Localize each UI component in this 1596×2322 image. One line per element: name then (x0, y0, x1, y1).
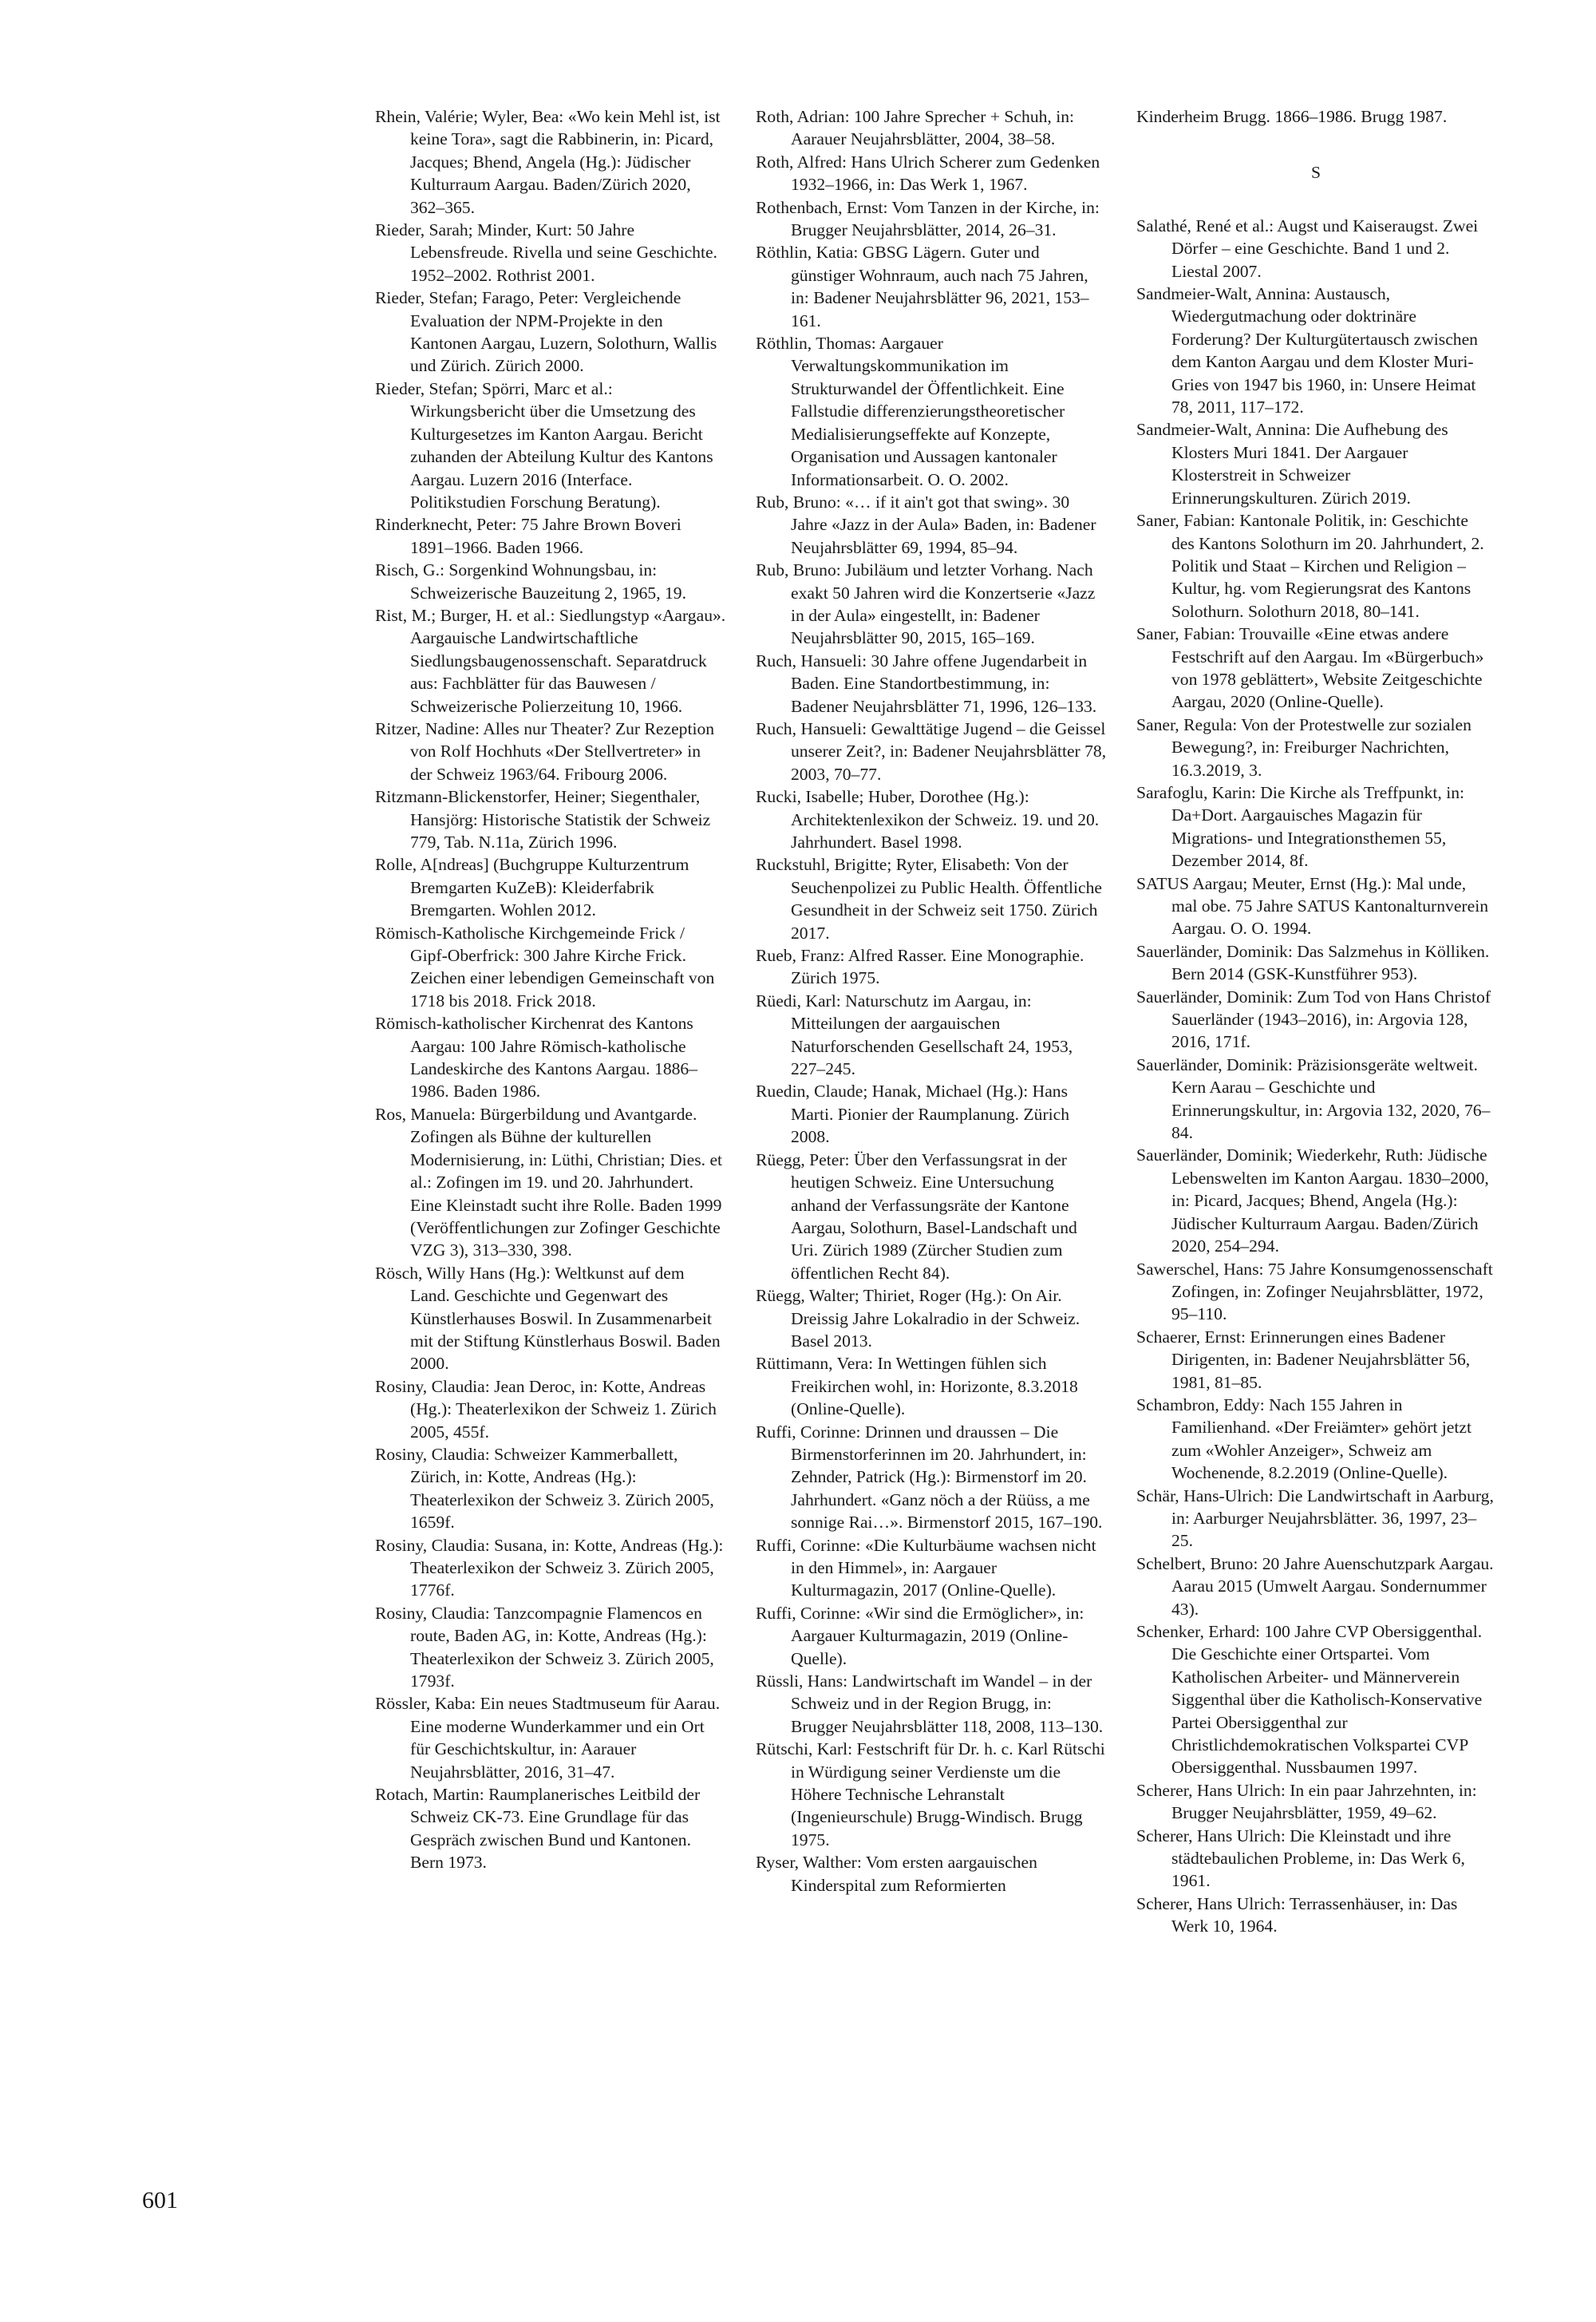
bibliography-entry: Rüttimann, Vera: In Wettingen fühlen sich Freikirchen wohl, in: Horizonte, 8.3.2018 (Online-Quelle). (756, 1354, 1078, 1419)
bibliography-entry: Scherer, Hans Ulrich: Terrassenhäuser, in: Das Werk 10, 1964. (1136, 1893, 1458, 1936)
bibliography-entry: Rothenbach, Ernst: Vom Tanzen in der Kirche, in: Brugger Neujahrsblätter, 2014, 26–31. (756, 197, 1100, 240)
bibliography-entry: Schambron, Eddy: Nach 155 Jahren in Familienhand. «Der Freiämter» gehört jetzt zum «Wohler Anzeiger», Schweiz am Wochenende, 8.2.2019 (Online-Quelle). (1136, 1394, 1472, 1483)
bibliography-entry: Ritzer, Nadine: Alles nur Theater? Zur Rezeption von Rolf Hochhuts «Der Stellvertreter» in der Schweiz 1963/64. Fribourg 2006. (375, 718, 715, 784)
bibliography-entry: Rolle, A[ndreas] (Buchgruppe Kulturzentrum Bremgarten KuZeB): Kleiderfabrik Bremgarten. Wohlen 2012. (375, 855, 689, 920)
bibliography-entry: Rist, M.; Burger, H. et al.: Siedlungstyp «Aargau». Aargauische Landwirtschaftliche Siedlungsbaugenossenschaft. Separatdruck aus: Fachblätter für das Bauwesen / Schweizerische Polierzeitung 10, 1966. (375, 605, 726, 716)
bibliography-entry: Rinderknecht, Peter: 75 Jahre Brown Boveri 1891–1966. Baden 1966. (375, 515, 681, 557)
bibliography-entry: Roth, Alfred: Hans Ulrich Scherer zum Gedenken 1932–1966, in: Das Werk 1, 1967. (756, 152, 1100, 195)
bibliography-entry: Schenker, Erhard: 100 Jahre CVP Obersiggenthal. Die Geschichte einer Ortspartei. Vom Katholischen Arbeiter- und Männerverein Siggenthal über die Katholisch-Konservative Partei Obersiggenthal zur Christlichdemokratischen Volkspartei CVP Obersiggenthal. Nussbaumen 1997. (1136, 1622, 1483, 1778)
bibliography-entry: Rotach, Martin: Raumplanerisches Leitbild der Schweiz CK-73. Eine Grundlage für das Gespräch zwischen Bund und Kantonen. Bern 1973. (375, 1785, 701, 1873)
bibliography-entry: Rieder, Sarah; Minder, Kurt: 50 Jahre Lebensfreude. Rivella und seine Geschichte. 1952–2002. Rothrist 2001. (375, 220, 717, 285)
bibliography-entry: Sauerländer, Dominik: Das Salzmehus in Kölliken. Bern 2014 (GSK-Kunstführer 953). (1136, 941, 1490, 984)
bibliography-entry: Rucki, Isabelle; Huber, Dorothee (Hg.): Architektenlexikon der Schweiz. 19. und 20. Jahrhundert. Basel 1998. (756, 787, 1100, 852)
bibliography-entry: Röthlin, Thomas: Aargauer Verwaltungskommunikation im Strukturwandel der Öffentlichkeit. Eine Fallstudie differenzierungstheoretischer Medialisierungseffekte auf Konzepte, Organisation und Aussagen kantonaler Informationsarbeit. O. O. 2002. (756, 334, 1065, 489)
bibliography-entry: Ruedin, Claude; Hanak, Michael (Hg.): Hans Marti. Pionier der Raumplanung. Zürich 2008. (756, 1082, 1070, 1147)
bibliography-entry: Sauerländer, Dominik: Zum Tod von Hans Christof Sauerländer (1943–2016), in: Argovia 128, 2016, 171f. (1136, 987, 1491, 1052)
bibliography-entry: Rueb, Franz: Alfred Rasser. Eine Monographie. Zürich 1975. (756, 946, 1084, 988)
bibliography-entry: Rosiny, Claudia: Susana, in: Kotte, Andreas (Hg.): Theaterlexikon der Schweiz 3. Zürich 2005, 1776f. (375, 1535, 724, 1600)
bibliography-entry: Ruffi, Corinne: «Die Kulturbäume wachsen nicht in den Himmel», in: Aargauer Kulturmagazin, 2017 (Online-Quelle). (756, 1535, 1096, 1600)
bibliography-entry: Rüegg, Walter; Thiriet, Roger (Hg.): On Air. Dreissig Jahre Lokalradio in der Schweiz. Basel 2013. (756, 1286, 1080, 1351)
bibliography-entry: Ruffi, Corinne: Drinnen und draussen – Die Birmenstorferinnen im 20. Jahrhundert, in: Zehnder, Patrick (Hg.): Birmenstorf im 20. Jahrhundert. «Ganz nöch a der Rüüss, a me sonnige Rai…». Birmenstorf 2015, 167–190. (756, 1422, 1103, 1533)
page-number: 601 (142, 2187, 178, 2213)
bibliography-entry: Sawerschel, Hans: 75 Jahre Konsumgenossenschaft Zofingen, in: Zofinger Neujahrsblätter, 1972, 95–110. (1136, 1259, 1493, 1324)
bibliography-entry: Ros, Manuela: Bürgerbildung und Avantgarde. Zofingen als Bühne der kulturellen Modernisierung, in: Lüthi, Christian; Dies. et al.: Zofingen im 19. und 20. Jahrhundert. Eine Kleinstadt sucht ihre Rolle. Baden 1999 (Veröffentlichungen zur Zofinger Geschichte VZG 3), 313–330, 398. (375, 1104, 723, 1260)
bibliography-entry: Rub, Bruno: Jubiläum und letzter Vorhang. Nach exakt 50 Jahren wird die Konzertserie «Jazz in der Aula» eingestellt, in: Badener Neujahrsblätter 90, 2015, 165–169. (756, 560, 1096, 648)
bibliography-entry: Schelbert, Bruno: 20 Jahre Auenschutzpark Aargau. Aarau 2015 (Umwelt Aargau. Sondernummer 43). (1136, 1553, 1494, 1619)
bibliography-entry: Rieder, Stefan; Spörri, Marc et al.: Wirkungsbericht über die Umsetzung des Kulturgesetzes im Kanton Aargau. Bericht zuhanden der Abteilung Kultur des Kantons Aargau. Luzern 2016 (Interface. Politikstudien Forschung Beratung). (375, 378, 713, 512)
bibliography-entry: Ruch, Hansueli: 30 Jahre offene Jugendarbeit in Baden. Eine Standortbestimmung, in: Badener Neujahrsblätter 71, 1996, 126–133. (756, 651, 1097, 716)
bibliography-entry: Rüedi, Karl: Naturschutz im Aargau, in: Mitteilungen der aargauischen Naturforschenden Gesellschaft 24, 1953, 227–245. (756, 991, 1073, 1079)
bibliography-entry: Sarafoglu, Karin: Die Kirche als Treffpunkt, in: Da+Dort. Aargauisches Magazin für Migrations- und Integrationsthemen 55, Dezember 2014, 8f. (1136, 782, 1465, 871)
bibliography-entry: Ruckstuhl, Brigitte; Ryter, Elisabeth: Von der Seuchenpolizei zu Public Health. Öffentliche Gesundheit in der Schweiz seit 1750. Zürich 2017. (756, 855, 1102, 943)
bibliography-entry: Röthlin, Katia: GBSG Lägern. Guter und günstiger Wohnraum, auch nach 75 Jahren, in: Badener Neujahrsblätter 96, 2021, 153–161. (756, 243, 1089, 330)
bibliography-entry: Rieder, Stefan; Farago, Peter: Vergleichende Evaluation der NPM-Projekte in den Kantonen Aargau, Luzern, Solothurn, Wallis und Zürich. Zürich 2000. (375, 288, 717, 376)
bibliography-entry: Rösch, Willy Hans (Hg.): Weltkunst auf dem Land. Geschichte und Gegenwart des Künstlerhauses Boswil. In Zusammenarbeit mit der Stiftung Künstlerhaus Boswil. Baden 2000. (375, 1263, 721, 1374)
bibliography-column-1 (375, 105, 726, 1874)
bibliography-entry: Rütschi, Karl: Festschrift für Dr. h. c. Karl Rütschi in Würdigung seiner Verdienste um die Höhere Technische Lehranstalt (Ingenieurschule) Brugg-Windisch. Brugg 1975. (756, 1739, 1105, 1849)
bibliography-entry: Saner, Fabian: Trouvaille «Eine etwas andere Festschrift auf den Aargau. Im «Bürgerbuch» von 1978 geblättert», Website Zeitgeschichte Aargau, 2020 (Online-Quelle). (1136, 624, 1484, 712)
bibliography-entry: Ruffi, Corinne: «Wir sind die Ermöglicher», in: Aargauer Kulturmagazin, 2019 (Online-Quelle). (756, 1603, 1084, 1668)
bibliography-entry: Risch, G.: Sorgenkind Wohnungsbau, in: Schweizerische Bauzeitung 2, 1965, 19. (375, 560, 687, 603)
bibliography-entry: Römisch-Katholische Kirchgemeinde Frick / Gipf-Oberfrick: 300 Jahre Kirche Frick. Zeichen einer lebendigen Gemeinschaft von 1718 bis 2018. Frick 2018. (375, 923, 715, 1011)
section-letter: S (1310, 163, 1321, 183)
bibliography-column-3 (1136, 105, 1495, 1938)
bibliography-entry: Rössler, Kaba: Ein neues Stadtmuseum für Aarau. Eine moderne Wunderkammer und ein Ort für Geschichtskultur, in: Aarauer Neujahrsblätter, 2016, 31–47. (375, 1694, 721, 1782)
bibliography-entry: Rosiny, Claudia: Tanzcompagnie Flamencos en route, Baden AG, in: Kotte, Andreas (Hg.): Theaterlexikon der Schweiz 3. Zürich 2005, 1793f. (375, 1603, 714, 1691)
bibliography-column-2 (756, 105, 1107, 1897)
bibliography-entry: Roth, Adrian: 100 Jahre Sprecher + Schuh, in: Aarauer Neujahrsblätter, 2004, 38–58. (756, 107, 1074, 149)
bibliography-entry: Rüssli, Hans: Landwirtschaft im Wandel – in der Schweiz und in der Region Brugg, in: Brugger Neujahrsblätter 118, 2008, 113–130. (756, 1671, 1104, 1736)
continued-entry: Kinderheim Brugg. 1866–1986. Brugg 1987. (1136, 107, 1448, 126)
bibliography-entry: Scherer, Hans Ulrich: In ein paar Jahrzehnten, in: Brugger Neujahrsblätter, 1959, 49–62. (1136, 1780, 1477, 1823)
bibliography-entry: Saner, Regula: Von der Protestwelle zur sozialen Bewegung?, in: Freiburger Nachrichten, 16.3.2019, 3. (1136, 714, 1472, 780)
bibliography-entry: Rhein, Valérie; Wyler, Bea: «Wo kein Mehl ist, ist keine Tora», sagt die Rabbinerin, in: Picard, Jacques; Bhend, Angela (Hg.): Jüdischer Kulturraum Aargau. Baden/Zürich 2020, 362–365. (375, 107, 721, 217)
bibliography-entry: Schaerer, Ernst: Erinnerungen eines Badener Dirigenten, in: Badener Neujahrsblätter 56, 1981, 81–85. (1136, 1327, 1471, 1392)
bibliography-entry: Römisch-katholischer Kirchenrat des Kantons Aargau: 100 Jahre Römisch-katholische Landeskirche des Kantons Aargau. 1886–1986. Baden 1986. (375, 1014, 698, 1102)
bibliography-entry: Sandmeier-Walt, Annina: Die Aufhebung des Klosters Muri 1841. Der Aargauer Klosterstreit in Schweizer Erinnerungskulturen. Zürich 2019. (1136, 420, 1448, 508)
bibliography-entry: Ryser, Walther: Vom ersten aargauischen Kinderspital zum Reformierten (756, 1853, 1037, 1895)
bibliography-entry: SATUS Aargau; Meuter, Ernst (Hg.): Mal unde, mal obe. 75 Jahre SATUS Kantonalturnverein Aargau. O. O. 1994. (1136, 873, 1488, 939)
bibliography-entry: Rub, Bruno: «… if it ain't got that swing». 30 Jahre «Jazz in der Aula» Baden, in: Badener Neujahrsblätter 69, 1994, 85–94. (756, 492, 1096, 557)
bibliography-entry: Ritzmann-Blickenstorfer, Heiner; Siegenthaler, Hansjörg: Historische Statistik der Schweiz 779, Tab. N.11a, Zürich 1996. (375, 787, 711, 852)
bibliography-entry: Schär, Hans-Ulrich: Die Landwirtschaft in Aarburg, in: Aarburger Neujahrsblätter. 36, 1997, 23–25. (1136, 1485, 1494, 1551)
bibliography-entry: Saner, Fabian: Kantonale Politik, in: Geschichte des Kantons Solothurn im 20. Jahrhundert, 2. Politik und Staat – Kirchen und Religion – Kultur, hg. vom Regierungsrat des Kantons Solothurn. Solothurn 2018, 80–141. (1136, 511, 1484, 621)
bibliography-entry: Rosiny, Claudia: Jean Deroc, in: Kotte, Andreas (Hg.): Theaterlexikon der Schweiz 1. Zürich 2005, 455f. (375, 1376, 717, 1442)
bibliography-entry: Rüegg, Peter: Über den Verfassungsrat in der heutigen Schweiz. Eine Untersuchung anhand der Verfassungsräte der Kantone Aargau, Solothurn, Basel-Landschaft und Uri. Zürich 1989 (Zürcher Studien zum öffentlichen Recht 84). (756, 1149, 1077, 1283)
bibliography-entry: Salathé, René et al.: Augst und Kaiseraugst. Zwei Dörfer – eine Geschichte. Band 1 und 2. Liestal 2007. (1136, 216, 1479, 281)
bibliography-entry: Ruch, Hansueli: Gewalttätige Jugend – die Geissel unserer Zeit?, in: Badener Neujahrsblätter 78, 2003, 70–77. (756, 718, 1107, 784)
bibliography-entry: Scherer, Hans Ulrich: Die Kleinstadt und ihre städtebaulichen Probleme, in: Das Werk 6, 1961. (1136, 1826, 1465, 1891)
bibliography-entry: Sauerländer, Dominik: Präzisionsgeräte weltweit. Kern Aarau – Geschichte und Erinnerungskultur, in: Argovia 132, 2020, 76–84. (1136, 1054, 1491, 1143)
bibliography-entry: Rosiny, Claudia: Schweizer Kammerballett, Zürich, in: Kotte, Andreas (Hg.): Theaterlexikon der Schweiz 3. Zürich 2005, 1659f. (375, 1444, 714, 1533)
bibliography-entry: Sauerländer, Dominik; Wiederkehr, Ruth: Jüdische Lebenswelten im Kanton Aargau. 1830–2000, in: Picard, Jacques; Bhend, Angela (Hg.): Jüdischer Kulturraum Aargau. Baden/Zürich 2020, 254–294. (1136, 1145, 1489, 1256)
bibliography-entry: Sandmeier-Walt, Annina: Austausch, Wiedergutmachung oder doktrinäre Forderung? Der Kulturgütertausch zwischen dem Kanton Aargau und dem Kloster Muri-Gries von 1947 bis 1960, in: Unsere Heimat 78, 2011, 117–172. (1136, 284, 1478, 417)
